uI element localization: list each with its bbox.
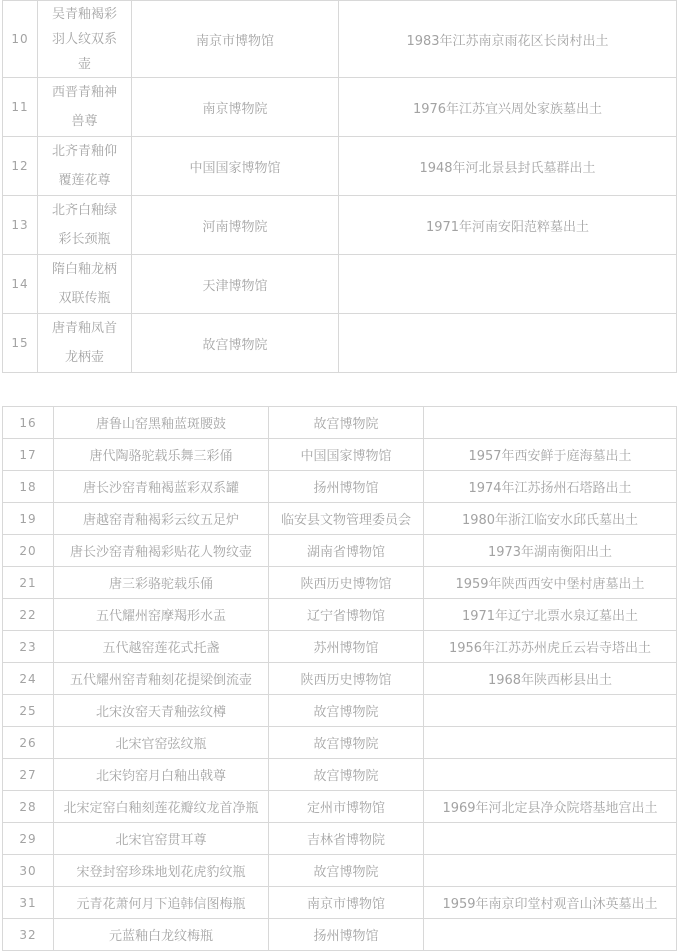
excavation-cell: 1976年江苏宜兴周处家族墓出土 [339,78,677,137]
table-row [3,823,677,855]
row-number-cell: 14 [3,255,38,314]
table-row [3,727,677,759]
table-row [3,407,677,439]
row-number-cell: 29 [3,823,54,855]
artifact-name-cell: 唐鲁山窑黑釉蓝斑腰鼓 [54,407,269,439]
artifact-name-cell: 宋登封窑珍珠地划花虎豹纹瓶 [54,855,269,887]
museum-cell: 故宫博物院 [269,855,424,887]
table-row [3,137,677,196]
museum-cell: 陕西历史博物馆 [269,663,424,695]
excavation-cell: 1971年河南安阳范粹墓出土 [339,196,677,255]
artifact-name-cell: 隋白釉龙柄双联传瓶 [38,255,132,314]
table-row [3,439,677,471]
museum-cell: 故宫博物院 [132,314,339,373]
table-row [3,567,677,599]
artifact-name-cell: 西晋青釉神兽尊 [38,78,132,137]
artifact-name-cell: 唐青釉凤首龙柄壶 [38,314,132,373]
row-number-cell: 25 [3,695,54,727]
museum-cell: 临安县文物管理委员会 [269,503,424,535]
table-row [3,695,677,727]
excavation-cell: 1983年江苏南京雨花区长岗村出土 [339,1,677,78]
museum-cell: 中国国家博物馆 [269,439,424,471]
table-row [3,663,677,695]
museum-cell: 吉林省博物院 [269,823,424,855]
excavation-cell: 1980年浙江临安水邱氏墓出土 [424,503,677,535]
excavation-cell: 1973年湖南衡阳出土 [424,535,677,567]
table-row [3,631,677,663]
excavation-cell: 1959年陕西西安中堡村唐墓出土 [424,567,677,599]
artifact-name-cell: 五代耀州窑青釉刻花提梁倒流壶 [54,663,269,695]
museum-cell: 辽宁省博物馆 [269,599,424,631]
table-row [3,599,677,631]
row-number-cell: 17 [3,439,54,471]
excavation-cell: 1956年江苏苏州虎丘云岩寺塔出土 [424,631,677,663]
row-number-cell: 15 [3,314,38,373]
artifact-name-cell: 北齐青釉仰覆莲花尊 [38,137,132,196]
ceramics-table-lower-body [3,407,677,951]
table-row [3,887,677,919]
museum-cell: 南京市博物馆 [269,887,424,919]
table-row [3,196,677,255]
ceramics-table-upper-body [3,1,677,373]
artifact-name-cell: 唐三彩骆驼载乐俑 [54,567,269,599]
museum-cell: 故宫博物院 [269,407,424,439]
row-number-cell: 31 [3,887,54,919]
row-number-cell: 16 [3,407,54,439]
museum-cell: 南京博物院 [132,78,339,137]
artifact-name-cell: 唐代陶骆驼载乐舞三彩俑 [54,439,269,471]
artifact-name-cell: 北宋官窑弦纹瓶 [54,727,269,759]
excavation-cell: 1969年河北定县净众院塔基地宫出土 [424,791,677,823]
table-gap [0,373,680,406]
row-number-cell: 30 [3,855,54,887]
table-row [3,503,677,535]
table-row [3,791,677,823]
table-row [3,314,677,373]
row-number-cell: 32 [3,919,54,951]
row-number-cell: 24 [3,663,54,695]
museum-cell: 天津博物馆 [132,255,339,314]
artifact-name-cell: 唐长沙窑青釉褐蓝彩双系罐 [54,471,269,503]
row-number-cell: 10 [3,1,38,78]
row-number-cell: 21 [3,567,54,599]
row-number-cell: 13 [3,196,38,255]
artifact-name-cell: 唐越窑青釉褐彩云纹五足炉 [54,503,269,535]
excavation-cell [424,823,677,855]
excavation-cell: 1971年辽宁北票水泉辽墓出土 [424,599,677,631]
excavation-cell: 1959年南京印堂村观音山沐英墓出土 [424,887,677,919]
table-row [3,535,677,567]
museum-cell: 故宫博物院 [269,695,424,727]
museum-cell: 中国国家博物馆 [132,137,339,196]
artifact-name-cell: 北宋汝窑天青釉弦纹樽 [54,695,269,727]
museum-cell: 陕西历史博物馆 [269,567,424,599]
ceramics-table-upper [2,0,677,373]
excavation-cell [424,407,677,439]
excavation-cell [424,727,677,759]
excavation-cell [424,695,677,727]
artifact-name-cell: 元蓝釉白龙纹梅瓶 [54,919,269,951]
museum-cell: 扬州博物馆 [269,919,424,951]
artifact-name-cell: 五代耀州窑摩羯形水盂 [54,599,269,631]
excavation-cell [339,314,677,373]
table-row [3,1,677,78]
row-number-cell: 11 [3,78,38,137]
museum-cell: 扬州博物馆 [269,471,424,503]
row-number-cell: 12 [3,137,38,196]
excavation-cell [424,759,677,791]
table-row [3,855,677,887]
row-number-cell: 20 [3,535,54,567]
excavation-cell [339,255,677,314]
table-row [3,255,677,314]
excavation-cell [424,919,677,951]
artifact-name-cell: 北宋官窑贯耳尊 [54,823,269,855]
artifact-name-cell: 北宋钧窑月白釉出戟尊 [54,759,269,791]
artifact-name-cell: 北宋定窑白釉刻莲花瓣纹龙首净瓶 [54,791,269,823]
artifact-name-cell: 北齐白釉绿彩长颈瓶 [38,196,132,255]
table-row [3,471,677,503]
artifact-name-cell: 吴青釉褐彩羽人纹双系壶 [38,1,132,78]
row-number-cell: 18 [3,471,54,503]
row-number-cell: 19 [3,503,54,535]
excavation-cell: 1948年河北景县封氏墓群出土 [339,137,677,196]
row-number-cell: 22 [3,599,54,631]
artifact-name-cell: 五代越窑莲花式托盏 [54,631,269,663]
museum-cell: 湖南省博物馆 [269,535,424,567]
table-row [3,759,677,791]
museum-cell: 故宫博物院 [269,727,424,759]
museum-cell: 河南博物院 [132,196,339,255]
row-number-cell: 23 [3,631,54,663]
ceramics-table-lower [2,406,677,951]
table-row [3,78,677,137]
museum-cell: 南京市博物馆 [132,1,339,78]
excavation-cell: 1968年陕西彬县出土 [424,663,677,695]
row-number-cell: 27 [3,759,54,791]
artifact-name-cell: 唐长沙窑青釉褐彩贴花人物纹壶 [54,535,269,567]
museum-cell: 定州市博物馆 [269,791,424,823]
museum-cell: 故宫博物院 [269,759,424,791]
row-number-cell: 28 [3,791,54,823]
artifact-name-cell: 元青花萧何月下追韩信图梅瓶 [54,887,269,919]
row-number-cell: 26 [3,727,54,759]
excavation-cell: 1974年江苏扬州石塔路出土 [424,471,677,503]
excavation-cell: 1957年西安鲜于庭海墓出土 [424,439,677,471]
table-row [3,919,677,951]
museum-cell: 苏州博物馆 [269,631,424,663]
excavation-cell [424,855,677,887]
